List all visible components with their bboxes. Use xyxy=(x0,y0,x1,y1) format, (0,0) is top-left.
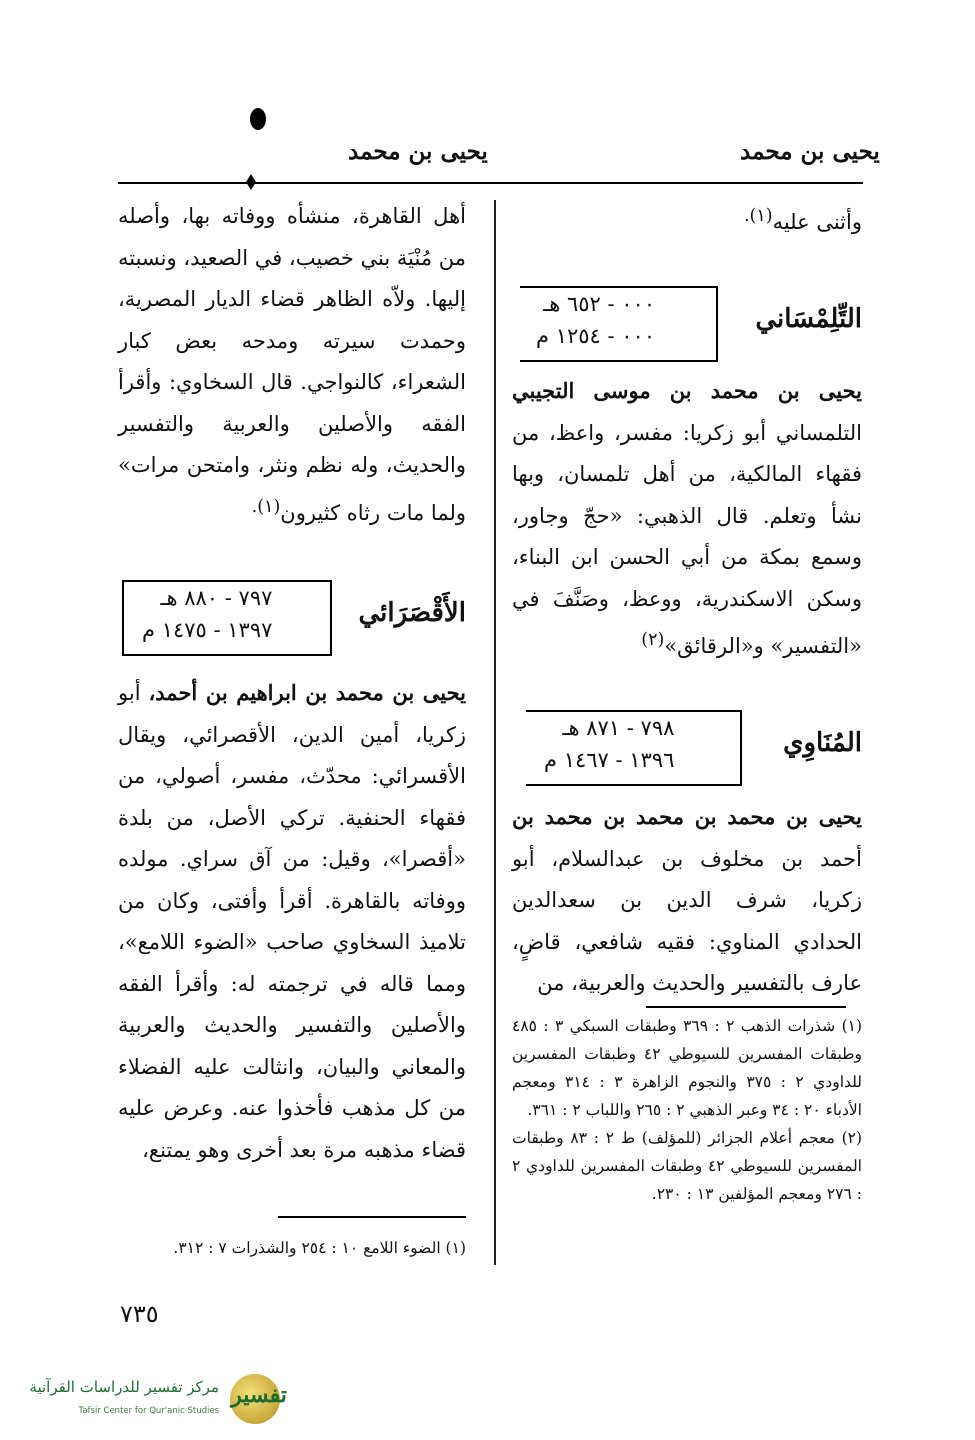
footnote-rule xyxy=(646,1006,846,1008)
header-rule xyxy=(118,182,863,184)
running-head-right: يحيى بن محمد xyxy=(740,138,880,165)
entry-header-tilimsani xyxy=(512,286,862,358)
publisher-logo xyxy=(14,1372,294,1428)
footnote-ref: (١). xyxy=(251,496,281,517)
logo-word: تفسير xyxy=(231,1382,287,1408)
entry-text: أبو زكريا، أمين الدين، الأقصرائي، ويقال الأقسرائي: محدّث، مفسر، أصولي، من فقهاء الحنفية. تركي الأصل، من بلدة «أقصرا»، وقيل: من آق سراي. مولده ووفاته بالقاهرة. أقرأ وأفتى، وكان من تلاميذ السخاوي صاحب «الضوء اللامع»، ومما قاله في ترجمته له: وأقرأ الفقه والأصلين والتفسير والحديث والعربية والمعاني والبيان، وانثالت عليه الفضلاء من كل مذهب فأخذوا عنه. وعرض عليه قضاء مذهبه مرة بعد أخرى وهو يمتنع، xyxy=(118,681,466,1162)
logo-subtitle: Tafsir Center for Qur'anic Studies xyxy=(78,1406,219,1416)
entry-text: أحمد بن مخلوف بن عبدالسلام، أبو زكريا، شرف الدين بن سعدالدين الحدادي المناوي: فقيه شافعي، قاضٍ، عارف بالتفسير والحديث والعربية، من xyxy=(512,846,862,995)
entry-header-munawi xyxy=(512,710,862,782)
entry-name: يحيى بن محمد بن محمد بن محمد بن xyxy=(512,804,862,829)
entry-text: التلمساني أبو زكريا: مفسر، واعظ، من فقهاء المالكية، من أهل تلمسان، وبها نشأ وتعلم. قال الذهبي: «حجّ وجاور، وسمع بمكة من أبي الحسن ابن البناء، وسكن الاسكندرية، ووعظ، وصَنَّفَ في «التفسير» و«الرقائق» xyxy=(512,420,862,658)
gregorian-dates: ٠٠٠ - ١٢٥٤ م xyxy=(536,324,656,348)
gregorian-dates: ١٣٩٧ - ١٤٧٥ م xyxy=(142,618,273,642)
entry-dates xyxy=(544,712,674,776)
hijri-dates: ٧٩٧ - ٨٨٠ هـ xyxy=(160,586,273,610)
right-col-continuation xyxy=(512,196,862,244)
hijri-dates: ٧٩٨ - ٨٧١ هـ xyxy=(562,716,675,740)
footnote-rule xyxy=(278,1216,466,1218)
left-col-continuation xyxy=(118,196,466,534)
entry-name: يحيى بن محمد بن ابراهيم بن أحمد، xyxy=(148,680,467,705)
running-head-left: يحيى بن محمد xyxy=(348,138,488,165)
entry-dates xyxy=(142,582,272,646)
footnote: (٢) معجم أعلام الجزائر (للمؤلف) ط ٢ : ٨٣ وطبقات المفسرين للسيوطي ٤٢ وطبقات المفسرين للداودي ٢ : ٢٧٦ ومعجم المؤلفين ١٣ : ٢٣٠. xyxy=(512,1129,863,1203)
footnote: (١) الضوء اللامع ١٠ : ٢٥٤ والشذرات ٧ : ٣١٢. xyxy=(173,1239,466,1257)
ink-dot xyxy=(250,108,266,130)
entry-title: المُنَاوِي xyxy=(783,728,862,758)
hijri-dates: ٠٠٠ - ٦٥٢ هـ xyxy=(543,292,656,316)
right-footnotes xyxy=(512,1012,862,1208)
ornament-icon xyxy=(238,173,264,191)
entry-header-aqsarai xyxy=(118,580,466,652)
entry-body-munawi xyxy=(512,796,862,1005)
entry-dates xyxy=(536,288,655,352)
footnote-ref: (٢) xyxy=(641,630,665,650)
logo-text: مركز تفسير للدراسات القرآنية xyxy=(29,1378,219,1396)
footnote-ref: (١). xyxy=(743,206,773,226)
column-divider xyxy=(494,200,496,1265)
continuation-text: أهل القاهرة، منشأه ووفاته بها، وأصله من مُنْيَة بني خصيب، في الصعيد، ونسبته إليها. ولاّه الظاهر قضاء الديار المصرية، وحمدت سيرته ومدحه بعض كبار الشعراء، كالنواجي. قال السخاوي: وأقرأ الفقه والأصلين والعربية والتفسير والحديث، وله نظم ونثر، وامتحن مرات» ولما مات رثاه كثيرون xyxy=(118,204,466,525)
entry-name: يحيى بن محمد بن موسى التجيبي xyxy=(512,378,862,403)
continuation-text: وأثنى عليه xyxy=(772,210,862,234)
footnote: (١) شذرات الذهب ٢ : ٣٦٩ وطبقات السبكي ٣ : ٤٨٥ وطبقات المفسرين للسيوطي ٤٢ وطبقات المفسرين للداودي ٢ : ٣٧٥ والنجوم الزاهرة ٣ : ٣١٤ ومعجم الأدباء ٢٠ : ٣٤ وعبر الذهبي ٢ : ٢٦٥ واللباب ٢ : ٣٦١. xyxy=(512,1017,863,1119)
page-number: ٧٣٥ xyxy=(120,1300,159,1328)
entry-title: التِّلِمْسَاني xyxy=(755,304,862,334)
entry-title: الأَقْصَرَائي xyxy=(358,598,466,628)
entry-body-aqsarai xyxy=(118,672,466,1171)
gregorian-dates: ١٣٩٦ - ١٤٦٧ م xyxy=(544,748,675,772)
left-footnotes xyxy=(118,1234,466,1262)
entry-body-tilimsani xyxy=(512,370,862,668)
